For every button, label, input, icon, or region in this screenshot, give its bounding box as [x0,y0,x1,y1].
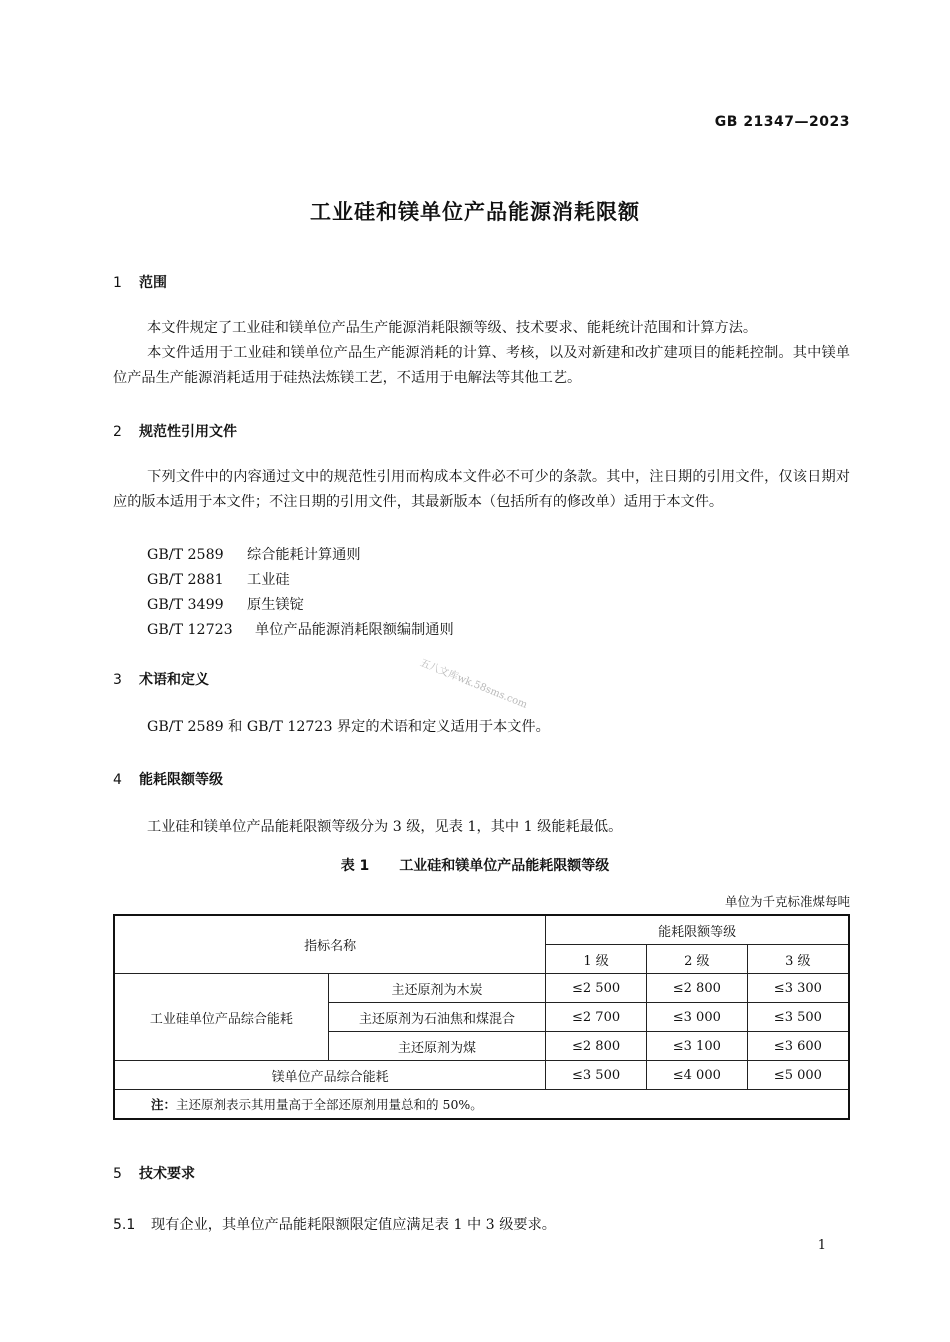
paragraph-text: 工业硅和镁单位产品能耗限额等级分为 3 级，见表 1，其中 1 级能耗最低。 [147,819,623,835]
paragraph-text: 下列文件中的内容通过文中的规范性引用而构成本文件必不可少的条款。其中，注日期的引用文件，仅该日期对应的版本适用于本文件；不注日期的引用文件，其最新版本（包括所有的修改单）适用于本文件。 [113,469,850,510]
section-2-heading [113,421,237,441]
reference-item [147,619,454,639]
table-header-row [114,915,849,945]
table-title: 工业硅和镁单位产品能耗限额等级 [399,858,610,874]
reference-item [147,544,361,564]
value-cell: ≤2 700 [546,1003,647,1032]
watermark-text: 五八文库wk.58sms.com [418,657,529,711]
sub-indicator-cell: 主还原剂为石油焦和煤混合 [328,1003,545,1032]
reference-name: 综合能耗计算通则 [247,547,361,563]
section-title: 技术要求 [139,1166,195,1182]
paragraph-text: GB/T 2589 和 GB/T 12723 界定的术语和定义适用于本文件。 [147,719,550,735]
section-3-paragraph-1 [113,715,850,740]
header-grade-2: 2 级 [646,945,747,974]
section-title: 术语和定义 [139,672,209,688]
section-4-heading [113,769,223,789]
reference-code: GB/T 3499 [147,597,224,613]
section-3-heading [113,669,209,689]
section-4-paragraph-1 [113,815,850,840]
section-title: 范围 [139,275,167,291]
reference-item [147,594,304,614]
table-unit-note: 单位为千克标准煤每吨 [724,894,850,909]
value-cell: ≤2 800 [646,974,747,1003]
reference-code: GB/T 2881 [147,572,224,588]
section-2-paragraph-1 [113,465,850,515]
table-note-row [114,1090,849,1120]
value-cell: ≤3 100 [646,1032,747,1061]
header-grade-3: 3 级 [747,945,849,974]
section-title: 能耗限额等级 [139,772,223,788]
header-grade: 能耗限额等级 [546,915,849,945]
clause-5-1 [113,1214,556,1234]
section-1-paragraph-1 [113,316,850,341]
value-cell: ≤5 000 [747,1061,849,1090]
value-cell: ≤3 600 [747,1032,849,1061]
table-caption [0,855,950,875]
section-number: 1 [113,275,122,291]
value-cell: ≤3 300 [747,974,849,1003]
reference-item [147,569,290,589]
section-number: 5 [113,1166,122,1182]
reference-code: GB/T 12723 [147,622,233,638]
clause-text: 现有企业，其单位产品能耗限额限定值应满足表 1 中 3 级要求。 [151,1217,556,1233]
section-1-paragraph-2 [113,341,850,391]
value-cell: ≤4 000 [646,1061,747,1090]
standard-code: GB 21347—2023 [714,114,850,130]
silicon-label-cell: 工业硅单位产品综合能耗 [114,974,328,1061]
value-cell: ≤3 000 [646,1003,747,1032]
table-row [114,974,849,1003]
value-cell: ≤2 500 [546,974,647,1003]
clause-number: 5.1 [113,1217,136,1233]
section-5-heading [113,1163,195,1183]
value-cell: ≤3 500 [747,1003,849,1032]
page-number: 1 [817,1238,826,1253]
sub-indicator-cell: 主还原剂为木炭 [328,974,545,1003]
reference-name: 原生镁锭 [247,597,304,613]
reference-name: 单位产品能源消耗限额编制通则 [255,622,454,638]
value-cell: ≤2 800 [546,1032,647,1061]
paragraph-text: 本文件适用于工业硅和镁单位产品生产能源消耗的计算、考核，以及对新建和改扩建项目的能耗控制。其中镁单位产品生产能源消耗适用于硅热法炼镁工艺，不适用于电解法等其他工艺。 [113,345,850,386]
note-label: 注： [151,1097,177,1112]
energy-limit-table [113,914,850,1120]
section-1-heading [113,272,167,292]
section-number: 2 [113,424,122,440]
header-indicator-name: 指标名称 [114,915,546,974]
table-number: 表 1 [340,858,370,874]
sub-indicator-cell: 主还原剂为煤 [328,1032,545,1061]
section-number: 3 [113,672,122,688]
section-number: 4 [113,772,122,788]
table-row [114,1061,849,1090]
magnesium-label-cell: 镁单位产品综合能耗 [114,1061,546,1090]
table-note [114,1090,849,1120]
section-title: 规范性引用文件 [139,424,237,440]
reference-name: 工业硅 [247,572,290,588]
reference-code: GB/T 2589 [147,547,224,563]
value-cell: ≤3 500 [546,1061,647,1090]
document-title: 工业硅和镁单位产品能源消耗限额 [310,200,640,224]
paragraph-text: 本文件规定了工业硅和镁单位产品生产能源消耗限额等级、技术要求、能耗统计范围和计算方法。 [147,320,758,336]
header-grade-1: 1 级 [546,945,647,974]
note-text: 主还原剂表示其用量高于全部还原剂用量总和的 50%。 [176,1097,483,1112]
